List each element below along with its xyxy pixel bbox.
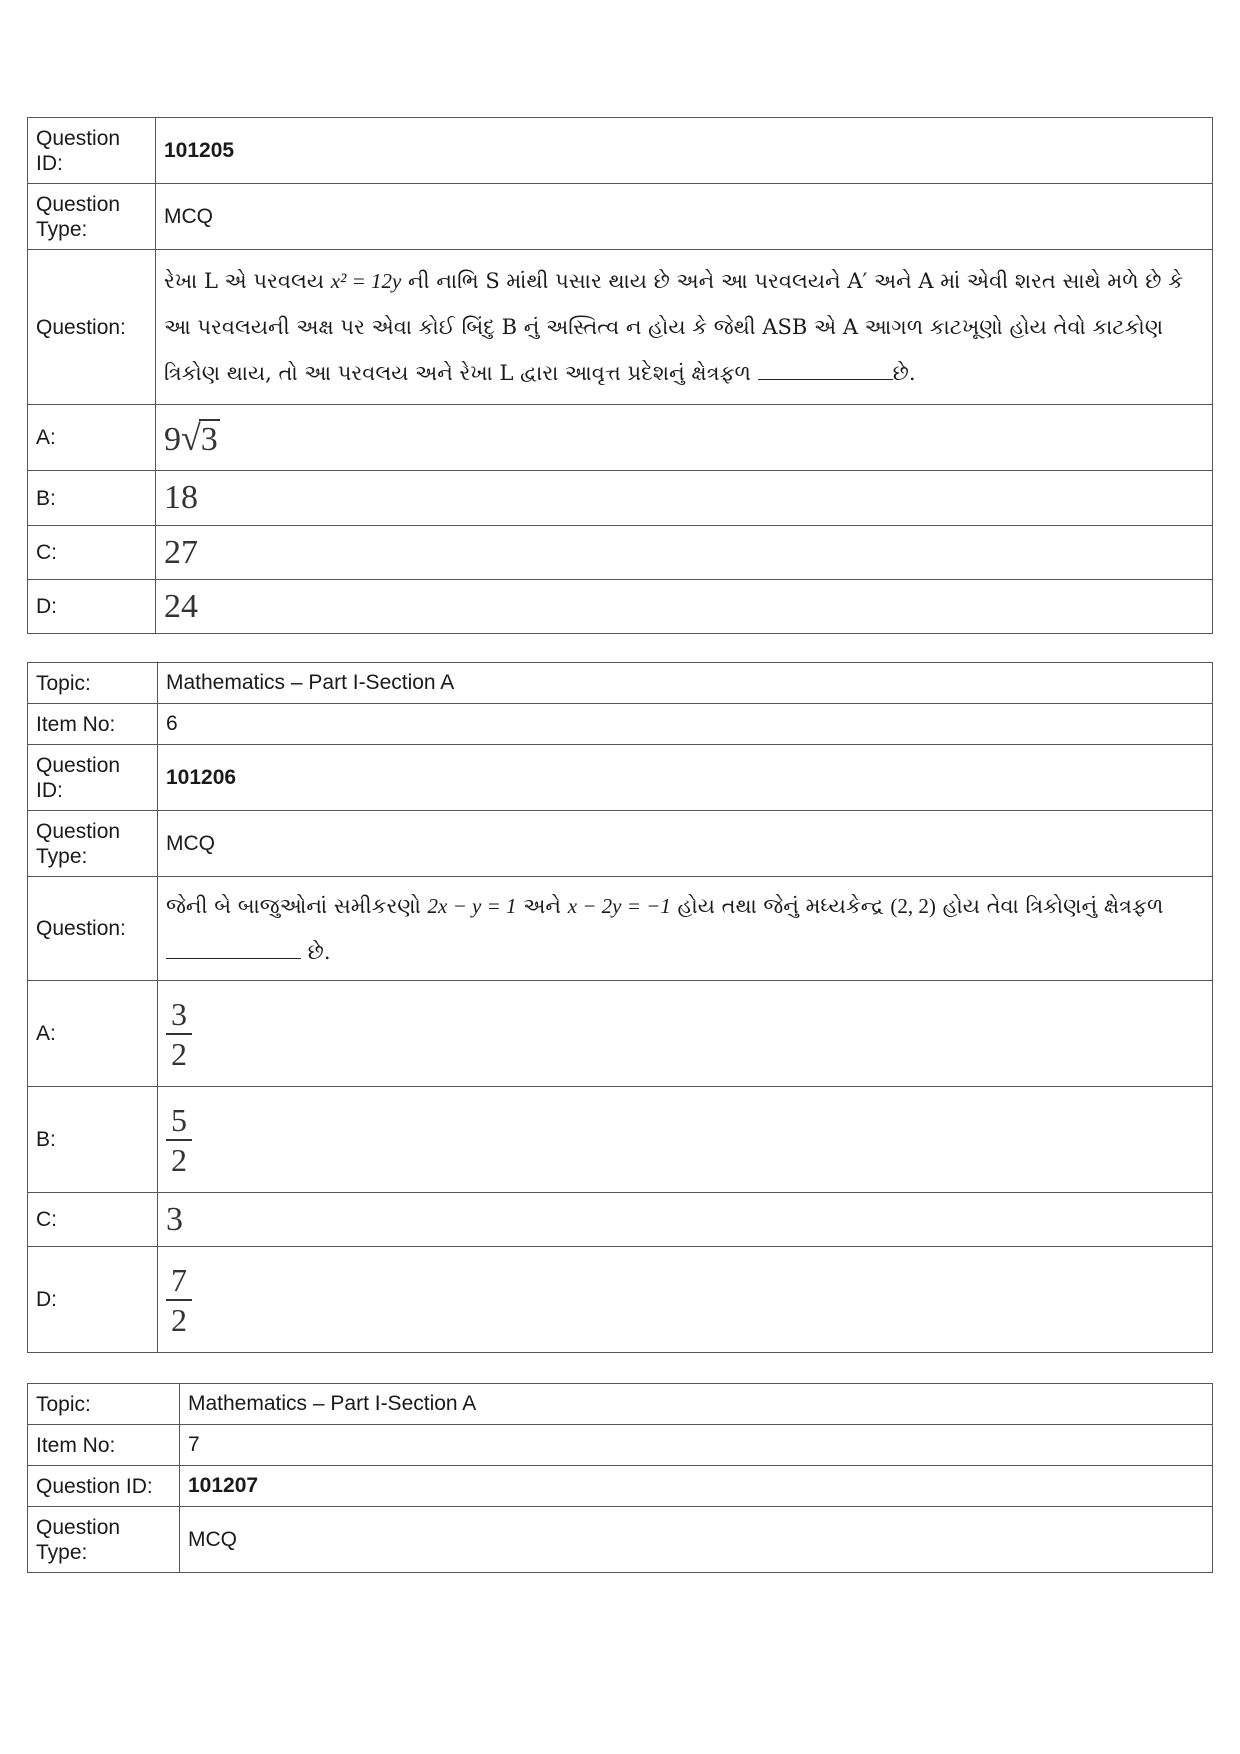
item-no-row xyxy=(28,1425,1213,1466)
option-row-c xyxy=(28,526,1213,580)
question-table-101206 xyxy=(27,662,1213,1353)
topic-row xyxy=(28,1384,1213,1425)
option-value xyxy=(158,1087,1213,1193)
numerator: 7 xyxy=(171,1261,187,1298)
option-label: D: xyxy=(28,580,156,634)
question-text-part: રેખા L એ પરવલય xyxy=(164,269,331,293)
question-type-label: Question Type: xyxy=(28,184,156,250)
item-no-value: 7 xyxy=(180,1425,1213,1466)
option-label: A: xyxy=(28,981,158,1087)
question-text-part: ની નાભિ S માંથી પસાર થાય છે અને આ પરવલયને A′ અને A માં એવી શરત સાથે મળે છે કે આ પરવલયની અક્ષ પર એવા કોઈ બિંદુ B નું અસ્તિત્વ ન હોય કે જેથી ASB એ A આગળ કાટખૂણો હોય તેવો કાટકોણ ત્રિકોણ થાય, તો આ પરવલય અને રેખા L દ્વારા આવૃત્ત પ્રદેશનું ક્ષેત્રફળ xyxy=(164,269,1184,385)
option-value: 24 xyxy=(156,580,1213,634)
option-row-a xyxy=(28,405,1213,471)
option-value: 27 xyxy=(156,526,1213,580)
question-id-label: Question ID: xyxy=(28,1466,180,1507)
denominator: 2 xyxy=(171,1141,187,1178)
topic-label: Topic: xyxy=(28,1384,180,1425)
question-type-label: Question Type: xyxy=(28,1507,180,1573)
topic-value: Mathematics – Part I-Section A xyxy=(158,663,1213,704)
question-id-value: 101206 xyxy=(158,745,1213,811)
numerator: 5 xyxy=(171,1101,187,1138)
option-row-d xyxy=(28,580,1213,634)
question-label: Question: xyxy=(28,250,156,405)
question-id-value: 101207 xyxy=(180,1466,1213,1507)
item-no-label: Item No: xyxy=(28,704,158,745)
option-label: C: xyxy=(28,1193,158,1247)
denominator: 2 xyxy=(171,1035,187,1072)
item-no-value: 6 xyxy=(158,704,1213,745)
option-label: D: xyxy=(28,1247,158,1353)
question-id-row xyxy=(28,118,1213,184)
question-id-row xyxy=(28,1466,1213,1507)
question-text xyxy=(158,877,1213,981)
question-text xyxy=(156,250,1213,405)
fraction xyxy=(166,1101,192,1179)
topic-label: Topic: xyxy=(28,663,158,704)
question-type-row xyxy=(28,1507,1213,1573)
option-label: A: xyxy=(28,405,156,471)
option-label: B: xyxy=(28,471,156,526)
question-equation: x² = 12y xyxy=(330,269,402,293)
equation-1: 2x − y = 1 xyxy=(427,893,517,918)
item-no-label: Item No: xyxy=(28,1425,180,1466)
fraction xyxy=(166,1261,192,1339)
question-type-value: MCQ xyxy=(180,1507,1213,1573)
option-row-d xyxy=(28,1247,1213,1353)
question-text-part: હોય તેવા ત્રિકોણનું ક્ષેત્રફળ xyxy=(935,893,1164,918)
radical-coefficient: 9 xyxy=(164,420,181,458)
option-value: 3 xyxy=(158,1193,1213,1247)
denominator: 2 xyxy=(171,1301,187,1338)
question-type-value: MCQ xyxy=(158,811,1213,877)
answer-blank xyxy=(758,361,893,380)
question-text-part: જેની બે બાજુઓનાં સમીકરણો xyxy=(166,893,428,918)
option-value: 18 xyxy=(156,471,1213,526)
answer-blank xyxy=(166,940,301,959)
option-row-c xyxy=(28,1193,1213,1247)
question-id-label: Question ID: xyxy=(28,118,156,184)
equation-2: x − 2y = −1 xyxy=(567,893,671,918)
question-type-row xyxy=(28,184,1213,250)
square-root: √3 xyxy=(181,417,218,458)
topic-row xyxy=(28,663,1213,704)
option-value xyxy=(158,981,1213,1087)
item-no-row xyxy=(28,704,1213,745)
option-row-b xyxy=(28,1087,1213,1193)
question-id-label: Question ID: xyxy=(28,745,158,811)
question-type-label: Question Type: xyxy=(28,811,158,877)
question-text-part: હોય તથા જેનું મધ્યકેન્દ્ર xyxy=(670,893,891,918)
numerator: 3 xyxy=(171,995,187,1032)
question-text-part: અને xyxy=(516,893,568,918)
question-row xyxy=(28,877,1213,981)
radicand: 3 xyxy=(200,420,218,458)
option-row-a xyxy=(28,981,1213,1087)
question-type-value: MCQ xyxy=(156,184,1213,250)
option-label: B: xyxy=(28,1087,158,1193)
option-row-b xyxy=(28,471,1213,526)
question-text-part: છે. xyxy=(892,361,916,385)
question-table-101207 xyxy=(27,1383,1213,1573)
topic-value: Mathematics – Part I-Section A xyxy=(180,1384,1213,1425)
fraction xyxy=(166,995,192,1073)
question-label: Question: xyxy=(28,877,158,981)
question-id-value: 101205 xyxy=(156,118,1213,184)
option-value xyxy=(156,405,1213,471)
question-text-part: છે. xyxy=(301,939,331,964)
question-row xyxy=(28,250,1213,405)
option-value xyxy=(158,1247,1213,1353)
question-type-row xyxy=(28,811,1213,877)
option-label: C: xyxy=(28,526,156,580)
centroid-point: (2, 2) xyxy=(890,893,936,918)
question-table-101205 xyxy=(27,117,1213,634)
question-id-row xyxy=(28,745,1213,811)
